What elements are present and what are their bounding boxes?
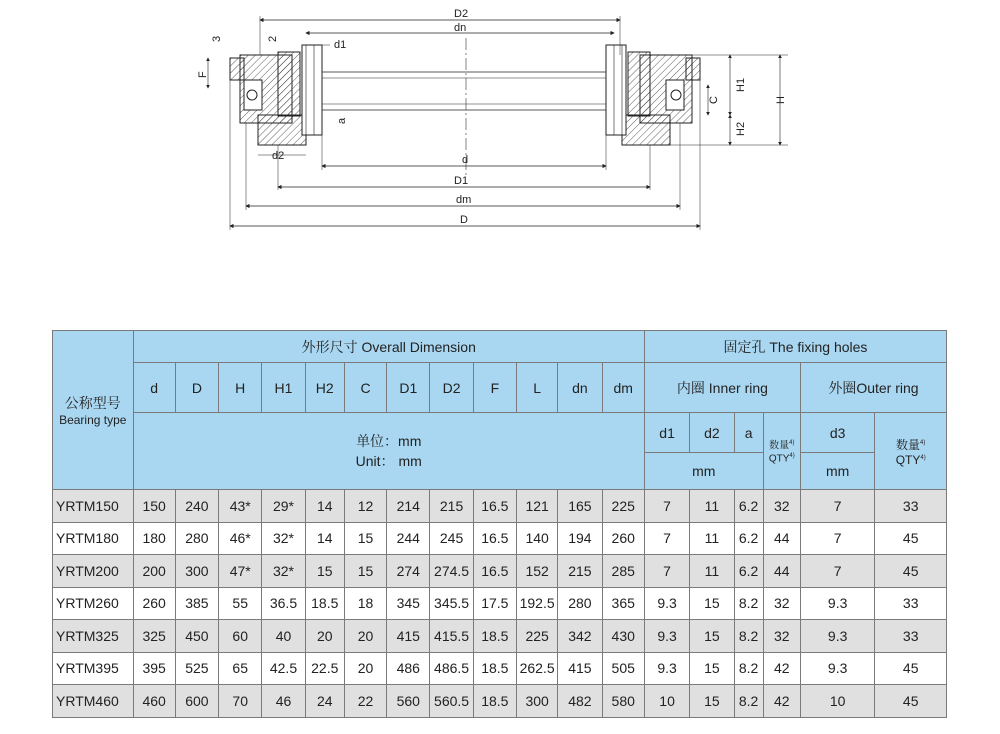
dim-label-3: 3 bbox=[211, 35, 223, 42]
cell-value: 46 bbox=[229, 530, 246, 547]
bearing-type-en: Bearing type bbox=[59, 413, 127, 427]
cell-value: 36.5 bbox=[269, 595, 298, 612]
cell-h bbox=[219, 685, 262, 718]
cell-h1 bbox=[262, 490, 305, 523]
cell-d3: 7 bbox=[800, 490, 874, 523]
cell-d: 300 bbox=[175, 555, 218, 588]
cell-model: YRTM180 bbox=[53, 522, 134, 555]
qty-out-sup-cn: 4) bbox=[920, 439, 926, 446]
cell-d3: 7 bbox=[800, 555, 874, 588]
cell-dm: 365 bbox=[602, 587, 644, 620]
cell-value: 43 bbox=[229, 497, 246, 514]
cell-d2: 15 bbox=[690, 652, 734, 685]
cell-d: 260 bbox=[133, 587, 175, 620]
col-dm: dm bbox=[602, 363, 644, 413]
cell-h1 bbox=[262, 522, 305, 555]
asterisk-mark: * bbox=[245, 562, 251, 579]
cell-h1 bbox=[262, 685, 305, 718]
cell-h1 bbox=[262, 587, 305, 620]
cell-h1 bbox=[262, 555, 305, 588]
cell-d2: 274.5 bbox=[430, 555, 473, 588]
qty-in-cn: 数量 bbox=[769, 440, 790, 451]
cell-d3: 9.3 bbox=[800, 587, 874, 620]
cell-d1: 486 bbox=[387, 652, 430, 685]
cell-qty-out: 33 bbox=[875, 490, 947, 523]
qty-in-en: QTY bbox=[768, 453, 790, 465]
cell-d2: 560.5 bbox=[430, 685, 473, 718]
cell-h bbox=[219, 587, 262, 620]
cell-d1: 9.3 bbox=[644, 620, 689, 653]
col-dn: dn bbox=[558, 363, 602, 413]
cell-dn: 215 bbox=[558, 555, 602, 588]
col-H2: H2 bbox=[305, 363, 344, 413]
outer-ring-header: 外圈Outer ring bbox=[800, 363, 946, 413]
cell-model: YRTM460 bbox=[53, 685, 134, 718]
cell-h1 bbox=[262, 620, 305, 653]
cell-dn: 165 bbox=[558, 490, 602, 523]
cell-f: 16.5 bbox=[473, 555, 516, 588]
col-D1: D1 bbox=[387, 363, 430, 413]
cell-qty-out: 45 bbox=[875, 522, 947, 555]
asterisk-mark: * bbox=[288, 497, 294, 514]
cell-c: 15 bbox=[344, 555, 386, 588]
cell-h2: 20 bbox=[305, 620, 344, 653]
cell-qty-in: 32 bbox=[763, 587, 800, 620]
cell-qty-out: 45 bbox=[875, 555, 947, 588]
asterisk-mark: * bbox=[288, 562, 294, 579]
cell-d3: 7 bbox=[800, 522, 874, 555]
table-row bbox=[53, 587, 947, 620]
cell-value: 42.5 bbox=[269, 660, 298, 677]
cell-d2: 11 bbox=[690, 555, 734, 588]
cell-value: 40 bbox=[275, 627, 292, 644]
cell-d: 395 bbox=[133, 652, 175, 685]
cell-value: 32 bbox=[272, 562, 289, 579]
cell-d2: 345.5 bbox=[430, 587, 473, 620]
cell-a: 8.2 bbox=[734, 685, 763, 718]
qty-out-en: QTY bbox=[895, 452, 921, 467]
dim-label-a: a bbox=[336, 117, 348, 124]
dim-label-dn-top: dn bbox=[454, 22, 467, 34]
cell-a: 8.2 bbox=[734, 587, 763, 620]
table-row bbox=[53, 652, 947, 685]
right-ring-section bbox=[606, 45, 700, 145]
cell-d: 460 bbox=[133, 685, 175, 718]
cell-qty-in: 32 bbox=[763, 490, 800, 523]
cell-dm: 430 bbox=[602, 620, 644, 653]
cell-dn: 194 bbox=[558, 522, 602, 555]
cell-d2: 15 bbox=[690, 620, 734, 653]
cell-d: 450 bbox=[175, 620, 218, 653]
cell-qty-in: 32 bbox=[763, 620, 800, 653]
cell-c: 20 bbox=[344, 620, 386, 653]
cell-d: 180 bbox=[133, 522, 175, 555]
cell-d1: 9.3 bbox=[644, 587, 689, 620]
cell-d2: 11 bbox=[690, 490, 734, 523]
cell-d2: 11 bbox=[690, 522, 734, 555]
cell-d3: 9.3 bbox=[800, 652, 874, 685]
cell-value: 46 bbox=[275, 692, 292, 709]
asterisk-mark: * bbox=[245, 497, 251, 514]
cell-c: 18 bbox=[344, 587, 386, 620]
cell-d: 150 bbox=[133, 490, 175, 523]
cell-l: 152 bbox=[516, 555, 557, 588]
cell-value: 55 bbox=[232, 595, 248, 612]
cell-d2: 245 bbox=[430, 522, 473, 555]
cell-value: 47 bbox=[229, 562, 246, 579]
col-C: C bbox=[344, 363, 386, 413]
col-inner-a: a bbox=[734, 413, 763, 453]
qty-in-sup-cn: 4) bbox=[789, 439, 795, 446]
table-row bbox=[53, 620, 947, 653]
cell-h2: 15 bbox=[305, 555, 344, 588]
cell-model: YRTM150 bbox=[53, 490, 134, 523]
asterisk-mark: * bbox=[288, 530, 294, 547]
cell-c: 15 bbox=[344, 522, 386, 555]
cell-d2: 15 bbox=[690, 685, 734, 718]
drawing-svg bbox=[190, 0, 810, 240]
cell-d2: 15 bbox=[690, 587, 734, 620]
cell-h2: 14 bbox=[305, 522, 344, 555]
cell-d: 325 bbox=[133, 620, 175, 653]
qty-out-sup-en: 4) bbox=[920, 454, 926, 461]
cell-d1: 214 bbox=[387, 490, 430, 523]
asterisk-mark: * bbox=[245, 530, 251, 547]
inner-ring-header: 内圈 Inner ring bbox=[644, 363, 800, 413]
cell-dm: 580 bbox=[602, 685, 644, 718]
cell-c: 22 bbox=[344, 685, 386, 718]
cell-d: 525 bbox=[175, 652, 218, 685]
col-L: L bbox=[516, 363, 557, 413]
cell-qty-out: 45 bbox=[875, 685, 947, 718]
cell-a: 8.2 bbox=[734, 652, 763, 685]
cell-d2: 215 bbox=[430, 490, 473, 523]
cell-dn: 280 bbox=[558, 587, 602, 620]
cell-d2: 415.5 bbox=[430, 620, 473, 653]
col-H1: H1 bbox=[262, 363, 305, 413]
cell-dm: 225 bbox=[602, 490, 644, 523]
dim-label-D2: D2 bbox=[454, 8, 469, 20]
cell-l: 225 bbox=[516, 620, 557, 653]
cell-d2: 486.5 bbox=[430, 652, 473, 685]
col-outer-qty bbox=[875, 413, 947, 490]
cell-dn: 415 bbox=[558, 652, 602, 685]
cell-h2: 14 bbox=[305, 490, 344, 523]
cell-l: 300 bbox=[516, 685, 557, 718]
inner-mm-unit: mm bbox=[644, 453, 763, 490]
cell-dm: 260 bbox=[602, 522, 644, 555]
dim-label-d1: d1 bbox=[334, 39, 347, 51]
cell-f: 18.5 bbox=[473, 685, 516, 718]
cell-l: 121 bbox=[516, 490, 557, 523]
cell-value: 65 bbox=[232, 660, 248, 677]
table-row bbox=[53, 685, 947, 718]
cell-d1: 10 bbox=[644, 685, 689, 718]
cell-qty-in: 42 bbox=[763, 685, 800, 718]
cell-f: 18.5 bbox=[473, 620, 516, 653]
cell-d: 200 bbox=[133, 555, 175, 588]
dim-label-d: d bbox=[462, 154, 469, 166]
cell-dm: 285 bbox=[602, 555, 644, 588]
cell-d3: 9.3 bbox=[800, 620, 874, 653]
qty-out-cn: 数量 bbox=[896, 437, 921, 452]
cell-model: YRTM395 bbox=[53, 652, 134, 685]
cell-value: 60 bbox=[232, 627, 248, 644]
cell-h bbox=[219, 522, 262, 555]
cell-a: 6.2 bbox=[734, 555, 763, 588]
cell-value: 70 bbox=[232, 692, 248, 709]
unit-header bbox=[133, 413, 644, 490]
cell-d: 240 bbox=[175, 490, 218, 523]
cell-model: YRTM325 bbox=[53, 620, 134, 653]
cell-c: 20 bbox=[344, 652, 386, 685]
cell-d1: 415 bbox=[387, 620, 430, 653]
cell-c: 12 bbox=[344, 490, 386, 523]
overall-dimension-header: 外形尺寸 Overall Dimension bbox=[133, 331, 644, 363]
dim-label-D: D bbox=[460, 214, 468, 226]
cell-d: 600 bbox=[175, 685, 218, 718]
cell-h2: 18.5 bbox=[305, 587, 344, 620]
cell-d1: 7 bbox=[644, 555, 689, 588]
cell-dm: 505 bbox=[602, 652, 644, 685]
cell-a: 6.2 bbox=[734, 522, 763, 555]
table-row bbox=[53, 555, 947, 588]
dim-label-F: F bbox=[197, 71, 209, 78]
cell-a: 6.2 bbox=[734, 490, 763, 523]
cell-dn: 342 bbox=[558, 620, 602, 653]
outer-mm-unit: mm bbox=[800, 453, 874, 490]
cell-qty-out: 45 bbox=[875, 652, 947, 685]
cell-l: 140 bbox=[516, 522, 557, 555]
cell-d1: 7 bbox=[644, 490, 689, 523]
cell-h2: 24 bbox=[305, 685, 344, 718]
table-row bbox=[53, 522, 947, 555]
fixing-holes-header: 固定孔 The fixing holes bbox=[644, 331, 946, 363]
col-D: D bbox=[175, 363, 218, 413]
dim-label-dm: dm bbox=[456, 194, 472, 206]
cell-l: 192.5 bbox=[516, 587, 557, 620]
cell-f: 17.5 bbox=[473, 587, 516, 620]
unit-cn: 单位：mm bbox=[356, 433, 422, 449]
cell-f: 16.5 bbox=[473, 522, 516, 555]
cell-d3: 10 bbox=[800, 685, 874, 718]
cell-h1 bbox=[262, 652, 305, 685]
cell-qty-in: 44 bbox=[763, 522, 800, 555]
col-F: F bbox=[473, 363, 516, 413]
bearing-type-header bbox=[53, 331, 134, 490]
dim-label-H: H bbox=[775, 96, 787, 104]
cell-dn: 482 bbox=[558, 685, 602, 718]
cell-d1: 345 bbox=[387, 587, 430, 620]
cell-f: 16.5 bbox=[473, 490, 516, 523]
cell-value: 32 bbox=[272, 530, 289, 547]
cell-h bbox=[219, 620, 262, 653]
table-row bbox=[53, 490, 947, 523]
dim-label-d2: d2 bbox=[272, 150, 285, 162]
left-ring-section bbox=[230, 45, 322, 145]
cell-h bbox=[219, 652, 262, 685]
bearing-type-cn: 公称型号 bbox=[64, 395, 121, 411]
cell-value: 29 bbox=[272, 497, 289, 514]
cell-d: 280 bbox=[175, 522, 218, 555]
cell-a: 8.2 bbox=[734, 620, 763, 653]
unit-en: Unit： mm bbox=[355, 453, 422, 469]
col-inner-d1: d1 bbox=[644, 413, 689, 453]
col-outer-d3: d3 bbox=[800, 413, 874, 453]
dim-label-2: 2 bbox=[267, 35, 279, 42]
cell-h bbox=[219, 555, 262, 588]
cell-d1: 9.3 bbox=[644, 652, 689, 685]
cell-d1: 274 bbox=[387, 555, 430, 588]
cell-qty-out: 33 bbox=[875, 587, 947, 620]
cell-d1: 560 bbox=[387, 685, 430, 718]
dim-label-H2: H2 bbox=[735, 121, 747, 136]
col-inner-qty bbox=[763, 413, 800, 490]
bearing-spec-table bbox=[52, 330, 947, 718]
dim-label-D1: D1 bbox=[454, 175, 469, 187]
cell-h2: 22.5 bbox=[305, 652, 344, 685]
dim-label-H1: H1 bbox=[735, 77, 747, 92]
cell-f: 18.5 bbox=[473, 652, 516, 685]
col-d: d bbox=[133, 363, 175, 413]
cell-d1: 244 bbox=[387, 522, 430, 555]
qty-in-sup-en: 4) bbox=[789, 453, 795, 459]
cell-model: YRTM200 bbox=[53, 555, 134, 588]
col-D2: D2 bbox=[430, 363, 473, 413]
cell-d1: 7 bbox=[644, 522, 689, 555]
cell-qty-in: 44 bbox=[763, 555, 800, 588]
cell-d: 385 bbox=[175, 587, 218, 620]
bearing-cross-section-drawing bbox=[190, 0, 810, 240]
cell-model: YRTM260 bbox=[53, 587, 134, 620]
dim-label-C: C bbox=[708, 96, 720, 104]
cell-qty-out: 33 bbox=[875, 620, 947, 653]
cell-l: 262.5 bbox=[516, 652, 557, 685]
cell-h bbox=[219, 490, 262, 523]
col-H: H bbox=[219, 363, 262, 413]
col-inner-d2: d2 bbox=[690, 413, 734, 453]
cell-qty-in: 42 bbox=[763, 652, 800, 685]
